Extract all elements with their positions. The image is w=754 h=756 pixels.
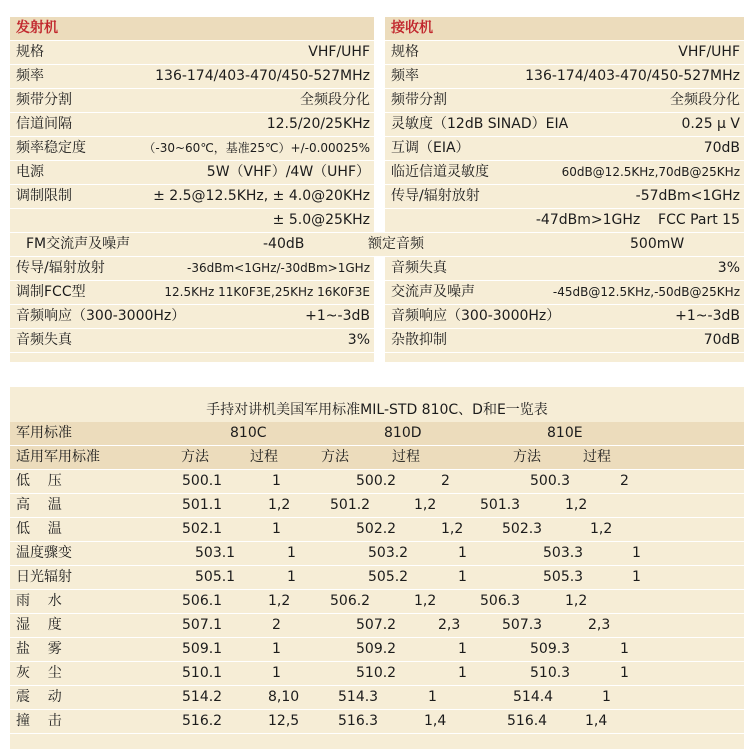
transmitter-column — [10, 17, 374, 233]
table-row: 撞 击 516.2 12,5 516.3 1,4 516.4 1,4 — [10, 710, 744, 734]
fm-noise-label: FM交流声及噪声 — [26, 236, 131, 252]
spec-row: 调制限制 ± 2.5@12.5KHz, ± 4.0@20KHz — [10, 185, 374, 209]
spec-row: 频带分割 全频段分化 — [10, 89, 374, 113]
spec-row: ± 5.0@25KHz — [10, 209, 374, 233]
receiver-column — [385, 17, 744, 233]
spec-row: 音频响应（300-3000Hz） +1~-3dB — [385, 305, 744, 329]
mil-std-panel — [10, 387, 744, 749]
transmitter-title: 发射机 — [16, 20, 58, 36]
fm-noise-value: -40dB — [263, 236, 305, 252]
table-row: 盐 雾 509.1 1 509.2 1 509.3 1 — [10, 638, 744, 662]
spec-row: 互调（EIA） 70dB — [385, 137, 744, 161]
table-row: 高 温 501.1 1,2 501.2 1,2 501.3 1,2 — [10, 494, 744, 518]
spec-row: 临近信道灵敏度 60dB@12.5KHz,70dB@25KHz — [385, 161, 744, 185]
table-row: 湿 度 507.1 2 507.2 2,3 507.3 2,3 — [10, 614, 744, 638]
spec-row: 频率 136-174/403-470/450-527MHz — [385, 65, 744, 89]
mil-header-standard: 军用标准 810C 810D 810E — [10, 422, 744, 446]
fm-noise-row — [10, 233, 744, 257]
receiver-header — [385, 17, 744, 41]
table-row: 雨 水 506.1 1,2 506.2 1,2 506.3 1,2 — [10, 590, 744, 614]
spec-row: 信道间隔 12.5/20/25KHz — [10, 113, 374, 137]
table-row: 低 温 502.1 1 502.2 1,2 502.3 1,2 — [10, 518, 744, 542]
spec-row: 传导/辐射放射 -36dBm<1GHz/-30dBm>1GHz — [10, 257, 374, 281]
receiver-title: 接收机 — [391, 20, 433, 36]
spec-row: 音频失真 3% — [385, 257, 744, 281]
spec-row: 频率 136-174/403-470/450-527MHz — [10, 65, 374, 89]
rated-audio-label: 额定音频 — [368, 236, 424, 252]
spec-row: 频带分割 全频段分化 — [385, 89, 744, 113]
spec-row: 音频失真 3% — [10, 329, 374, 353]
transmitter-bottom — [10, 257, 374, 353]
spec-row: 频率稳定度 （-30~60℃，基准25℃）+/-0.00025% — [10, 137, 374, 161]
transmitter-header — [10, 17, 374, 41]
mil-header-columns: 适用军用标准 方法 过程 方法 过程 方法 过程 — [10, 446, 744, 470]
table-row: 温度骤变 503.1 1 503.2 1 503.3 1 — [10, 542, 744, 566]
spec-row: 音频响应（300-3000Hz） +1~-3dB — [10, 305, 374, 329]
spec-row: 灵敏度（12dB SINAD）EIA 0.25 μ V — [385, 113, 744, 137]
spec-row: 规格 VHF/UHF — [385, 41, 744, 65]
table-row: 灰 尘 510.1 1 510.2 1 510.3 1 — [10, 662, 744, 686]
mil-std-title: 手持对讲机美国军用标准MIL-STD 810C、D和E一览表 — [206, 402, 548, 418]
table-row: 日光辐射 505.1 1 505.2 1 505.3 1 — [10, 566, 744, 590]
spec-panel — [10, 17, 744, 362]
spec-row: 电源 5W（VHF）/4W（UHF） — [10, 161, 374, 185]
receiver-bottom — [385, 257, 744, 353]
spec-row: 杂散抑制 70dB — [385, 329, 744, 353]
spec-row: 传导/辐射放射 -57dBm<1GHz — [385, 185, 744, 209]
spec-row: 调制FCC型 12.5KHz 11K0F3E,25KHz 16K0F3E — [10, 281, 374, 305]
spec-row: 交流声及噪声 -45dB@12.5KHz,-50dB@25KHz — [385, 281, 744, 305]
rated-audio-value: 500mW — [630, 236, 685, 252]
spec-row: -47dBm>1GHz FCC Part 15 — [385, 209, 744, 233]
spec-row: 规格 VHF/UHF — [10, 41, 374, 65]
table-row: 低 压 500.1 1 500.2 2 500.3 2 — [10, 470, 744, 494]
table-row: 震 动 514.2 8,10 514.3 1 514.4 1 — [10, 686, 744, 710]
column-divider — [374, 17, 385, 362]
